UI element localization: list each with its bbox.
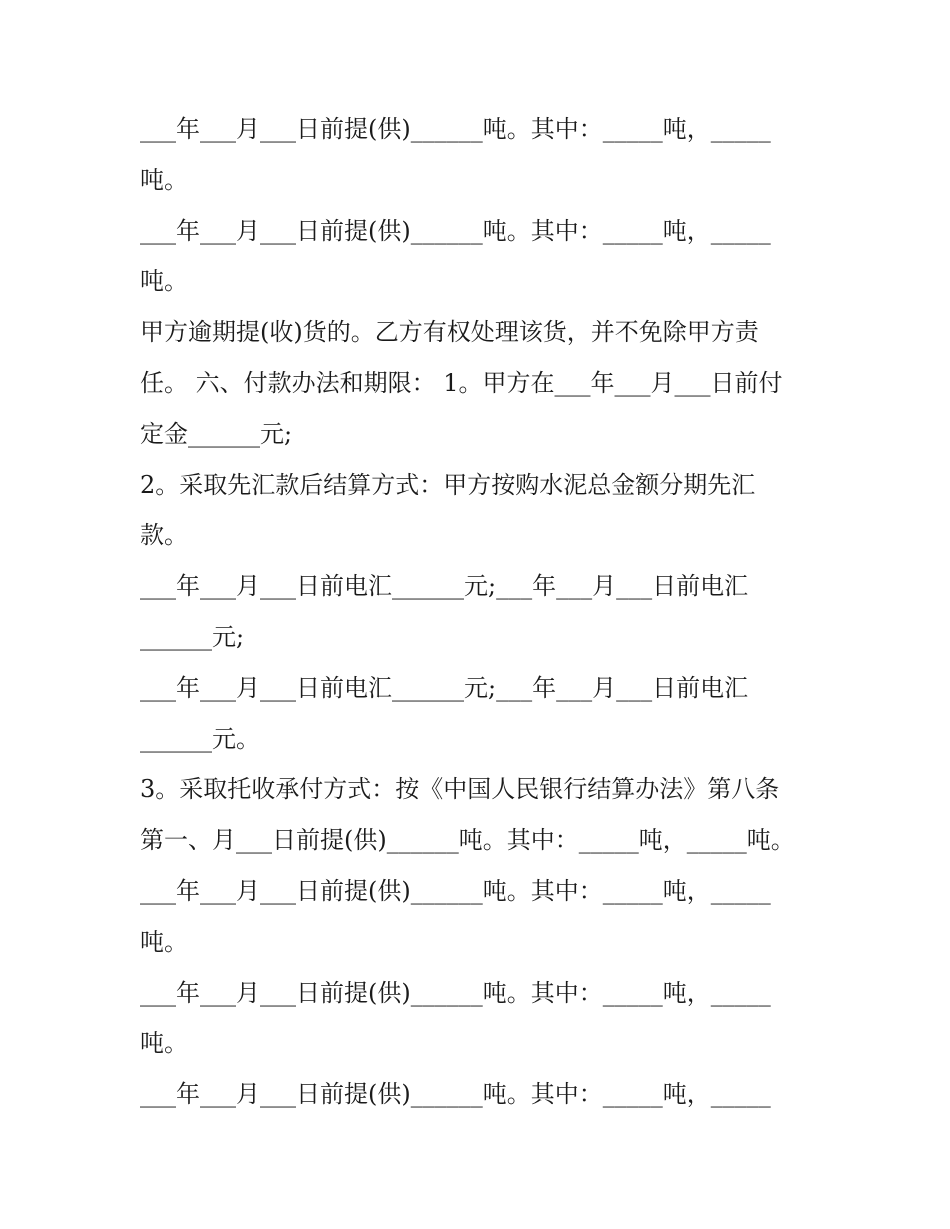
text-line: 任。 六、付款办法和期限： 1。甲方在___年___月___日前付 [140, 368, 783, 397]
text-line: ___年___月___日前提(供)______吨。其中：_____吨，_____ [140, 216, 771, 245]
text-line: 吨。 [140, 267, 188, 296]
text-line: 吨。 [140, 1029, 188, 1058]
text-line: ___年___月___日前电汇______元;___年___月___日前电汇 [140, 673, 749, 702]
text-line: ___年___月___日前提(供)______吨。其中：_____吨，_____ [140, 1080, 771, 1109]
text-line: ___年___月___日前提(供)______吨。其中：_____吨，_____ [140, 978, 771, 1007]
document-body [140, 104, 820, 1120]
text-line: 第一、月___日前提(供)______吨。其中：_____吨，_____吨。 [140, 826, 795, 855]
text-line: 甲方逾期提(收)货的。乙方有权处理该货，并不免除甲方责 [140, 318, 759, 347]
text-line: 定金______元; [140, 419, 293, 448]
text-line: 吨。 [140, 165, 188, 194]
text-line: ___年___月___日前电汇______元;___年___月___日前电汇 [140, 572, 749, 601]
text-line: ___年___月___日前提(供)______吨。其中：_____吨，_____ [140, 115, 771, 143]
text-line: 2。采取先汇款后结算方式：甲方按购水泥总金额分期先汇 [140, 470, 756, 499]
text-line: ______元; [140, 622, 245, 651]
text-line: 3。采取托收承付方式：按《中国人民银行结算办法》第八条 [140, 775, 780, 804]
text-line: ______元。 [140, 724, 260, 753]
text-line: 吨。 [140, 927, 188, 956]
text-line: 款。 [140, 521, 188, 550]
text-line: ___年___月___日前提(供)______吨。其中：_____吨，_____ [140, 876, 771, 905]
